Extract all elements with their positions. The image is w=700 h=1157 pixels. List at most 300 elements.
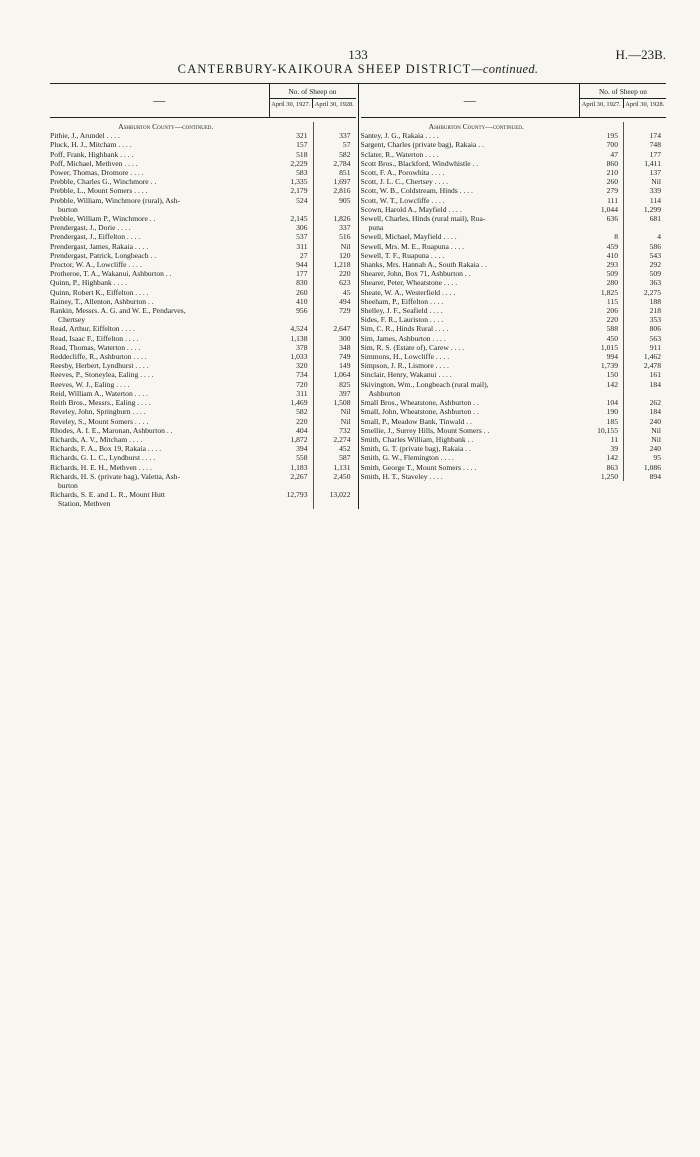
sheep-1927: 1,250 xyxy=(600,471,618,481)
sheep-1927: 956 xyxy=(296,306,308,316)
sheep-1928: 184 xyxy=(623,407,666,416)
owner-name: Poff, Frank, Highbank . . . . xyxy=(50,149,134,159)
owner-name: Prebble, William P., Winchmore . . xyxy=(50,214,156,224)
owner-name: Scott Bros., Blackford, Windwhistle . . xyxy=(360,158,479,168)
owner-name: burton xyxy=(58,480,78,490)
sheep-1927: 4,524 xyxy=(290,324,308,334)
owner-name: Reveley, S., Mount Somers . . . . xyxy=(50,416,149,426)
sheep-1927: 2,145 xyxy=(290,214,308,224)
sheep-1927: 185 xyxy=(606,416,618,426)
sheep-1927: 588 xyxy=(606,324,618,334)
owner-name: Rankin, Messrs. A. G. and W. E., Pendarves, xyxy=(50,306,186,316)
sheep-1927: 220 xyxy=(296,416,308,426)
sheep-1928: Nil xyxy=(313,417,356,426)
table-row xyxy=(361,444,667,453)
owner-name: Shearer, John, Box 71, Ashburton . . xyxy=(360,269,471,279)
section-heading xyxy=(50,122,356,131)
sheep-1927: 863 xyxy=(606,462,618,472)
sheep-1928: 161 xyxy=(623,370,666,379)
table-row xyxy=(50,407,356,416)
table-row xyxy=(50,444,356,453)
sheep-1927 xyxy=(270,205,313,214)
owner-name: Reesby, Herbert, Lyndhurst . . . . xyxy=(50,361,149,371)
owner-name: Sheate, W. A., Westerfield . . . . xyxy=(360,287,456,297)
sheep-1928: 911 xyxy=(623,343,666,352)
table-row xyxy=(50,472,356,481)
table-row xyxy=(50,168,356,177)
sheep-1927: 994 xyxy=(606,352,618,362)
table-row xyxy=(361,269,667,278)
owner-name: Ashburton xyxy=(368,388,401,398)
owner-name: Chertsey xyxy=(58,315,85,325)
owner-name: Scott, W. T., Lowcliffe . . . . xyxy=(360,195,445,205)
table-row xyxy=(50,242,356,251)
sheep-1927: 1,183 xyxy=(290,462,308,472)
owner-name: puna xyxy=(368,223,384,233)
owner-name: Sclater, R., Waterton . . . . xyxy=(360,149,439,159)
owner-name: Smellie, J., Surrey Hills, Mount Somers . . xyxy=(360,425,490,435)
sheep-1928: 494 xyxy=(313,297,356,306)
sheep-1928 xyxy=(623,389,666,398)
sheep-1928: 120 xyxy=(313,251,356,260)
sheep-1927: 104 xyxy=(606,398,618,408)
table-row xyxy=(50,324,356,333)
owner-name: Sewell, Michael, Mayfield . . . . xyxy=(360,232,457,242)
table-row xyxy=(50,131,356,140)
column-divider xyxy=(358,84,359,509)
owner-name: burton xyxy=(58,204,78,214)
table-row xyxy=(361,150,667,159)
page-header xyxy=(50,0,666,62)
sheep-1927: 944 xyxy=(296,260,308,270)
sheep-1928: 1,299 xyxy=(623,205,666,214)
sheep-1928: 348 xyxy=(313,343,356,352)
sheep-1928: 353 xyxy=(623,315,666,324)
sheep-1928: Nil xyxy=(313,242,356,251)
table-row xyxy=(50,159,356,168)
sheep-1928 xyxy=(623,223,666,232)
table-row xyxy=(361,306,667,315)
sheep-1927: 177 xyxy=(296,269,308,279)
table-row xyxy=(50,260,356,269)
table-row xyxy=(361,278,667,287)
sheep-1927: 394 xyxy=(296,444,308,454)
table-row xyxy=(50,343,356,352)
sheep-1927: 720 xyxy=(296,379,308,389)
table-row xyxy=(50,389,356,398)
owner-name: Rhodes, A. I. E., Maronan, Ashburton . . xyxy=(50,425,173,435)
table-row xyxy=(361,334,667,343)
sheep-1928: 188 xyxy=(623,297,666,306)
sheep-1927: 1,335 xyxy=(290,177,308,187)
owner-name: Sheeham, P., Eiffelton . . . . xyxy=(360,296,444,306)
sheep-1928: 748 xyxy=(623,140,666,149)
owner-name: Pluck, H. J., Mitcham . . . . xyxy=(50,140,132,150)
table-row xyxy=(361,407,667,416)
owner-name: Prebble, Charles G., Winchmore . . xyxy=(50,177,157,187)
owner-name: Sim, James, Ashburton . . . . xyxy=(360,333,446,343)
sheep-1927: 450 xyxy=(606,333,618,343)
sheep-1928: 363 xyxy=(623,278,666,287)
owner-name: Sargent, Charles (private bag), Rakaia . . xyxy=(360,140,484,150)
table-row xyxy=(50,297,356,306)
sheep-1928: 1,131 xyxy=(313,463,356,472)
left-column-header xyxy=(50,84,356,118)
sheep-1928: 586 xyxy=(623,242,666,251)
sheep-1928: 2,816 xyxy=(313,186,356,195)
owner-name: Quinn, Robert K., Eiffelton . . . . xyxy=(50,287,149,297)
page-title xyxy=(50,62,666,77)
owner-name: Simmons, H., Lowcliffe . . . . xyxy=(360,352,450,362)
table-row xyxy=(50,223,356,232)
owner-name: Skivington, Wm., Longbeach (rural mail), xyxy=(360,379,489,389)
name-header: — xyxy=(153,92,166,107)
table-row xyxy=(50,435,356,444)
sheep-1927: 260 xyxy=(296,287,308,297)
table-row xyxy=(50,269,356,278)
sheep-1927: 280 xyxy=(606,278,618,288)
sheep-1928: 292 xyxy=(623,260,666,269)
owner-name: Sinclair, Henry, Wakanui . . . . xyxy=(360,370,452,380)
owner-name: Scott, F. A., Porowhita . . . . xyxy=(360,168,445,178)
table-row xyxy=(50,315,356,324)
owner-name: Shanks, Mrs. Hannah A., South Rakaia . . xyxy=(360,260,487,270)
owner-name: Read, Thomas, Waterton . . . . xyxy=(50,342,141,352)
sheep-1928: 1,086 xyxy=(623,463,666,472)
owner-name: Smith, Charles William, Highbank . . xyxy=(360,434,474,444)
sheep-1928: 1,064 xyxy=(313,370,356,379)
sheep-1928: 1,697 xyxy=(313,177,356,186)
sheep-1928: 587 xyxy=(313,453,356,462)
owner-name: Smith, H. T., Staveley . . . . xyxy=(360,471,443,481)
sheep-1927 xyxy=(580,223,623,232)
year-1928-header: April 30, 1928. xyxy=(623,99,667,108)
owner-name: Sewell, Mrs. M. E., Ruapuna . . . . xyxy=(360,241,465,251)
owner-name: Prebble, William, Winchmore (rural), Ash- xyxy=(50,195,181,205)
right-column-header xyxy=(361,84,667,118)
sheep-1928: 851 xyxy=(313,168,356,177)
sheep-1928: 516 xyxy=(313,232,356,241)
owner-name: Smith, G. W., Flemington . . . . xyxy=(360,453,454,463)
sheep-1928: 729 xyxy=(313,306,356,315)
sheep-1927: 518 xyxy=(296,149,308,159)
table-row xyxy=(50,278,356,287)
owner-name: Richards, F. A., Box 19, Rakaia . . . . xyxy=(50,444,162,454)
sheep-1927: 10,155 xyxy=(597,425,618,435)
table-row xyxy=(50,426,356,435)
sheep-1927: 2,229 xyxy=(290,158,308,168)
section-heading xyxy=(361,122,667,131)
table-row xyxy=(50,352,356,361)
owner-name: Protheroe, T. A., Wakanui, Ashburton . . xyxy=(50,269,172,279)
sheep-1928: 2,450 xyxy=(313,472,356,481)
table-row xyxy=(50,453,356,462)
sheep-1928 xyxy=(313,499,356,508)
sheep-1927 xyxy=(580,122,623,131)
sheep-1927: 860 xyxy=(606,158,618,168)
sheep-1928: 1,218 xyxy=(313,260,356,269)
table-row xyxy=(361,435,667,444)
sheep-1927: 2,267 xyxy=(290,471,308,481)
sheep-count-header xyxy=(579,84,666,117)
owner-name: Sewell, T. F., Ruapuna . . . . xyxy=(360,250,445,260)
sheep-1927: 734 xyxy=(296,370,308,380)
sheep-1928: 114 xyxy=(623,196,666,205)
sheep-1928: 2,275 xyxy=(623,288,666,297)
owner-name: Ashburton County—continued. xyxy=(428,122,524,131)
table-row xyxy=(50,463,356,472)
sheep-1928: 240 xyxy=(623,417,666,426)
sheep-1928: 177 xyxy=(623,150,666,159)
page-number: 133 xyxy=(348,47,368,62)
owner-name: Small Bros., Wheatstone, Ashburton . . xyxy=(360,398,479,408)
sheep-1927: 195 xyxy=(606,131,618,141)
sheep-1927: 558 xyxy=(296,453,308,463)
sheep-1927: 8 xyxy=(614,232,618,242)
table-row xyxy=(361,398,667,407)
owner-name: Reid, William A., Waterton . . . . xyxy=(50,388,148,398)
sheep-1928 xyxy=(623,122,666,131)
table-row xyxy=(361,361,667,370)
owner-name: Sim, C. R., Hinds Rural . . . . xyxy=(360,324,449,334)
sheep-1928: 582 xyxy=(313,150,356,159)
table-row xyxy=(50,334,356,343)
table-row xyxy=(50,380,356,389)
table-row xyxy=(50,288,356,297)
table-row xyxy=(361,380,667,389)
left-rows xyxy=(50,118,356,509)
sheep-1928: 681 xyxy=(623,214,666,223)
sheep-1927: 320 xyxy=(296,361,308,371)
sheep-1928: Nil xyxy=(623,435,666,444)
table-row xyxy=(50,196,356,205)
year-1928-header: April 30, 1928. xyxy=(312,99,356,108)
sheep-1927: 11 xyxy=(610,434,618,444)
owner-name: Smith, George T., Mount Somers . . . . xyxy=(360,462,477,472)
sheep-1928: 543 xyxy=(623,251,666,260)
sheep-1927: 306 xyxy=(296,223,308,233)
sheep-1927: 115 xyxy=(606,296,618,306)
owner-name: Richards, H. S. (private bag), Valetta, Ash- xyxy=(50,471,180,481)
table-row xyxy=(50,481,356,490)
sheep-1928: 894 xyxy=(623,472,666,481)
table-row xyxy=(361,324,667,333)
sheep-1928: 749 xyxy=(313,352,356,361)
sheep-1927: 509 xyxy=(606,269,618,279)
owner-name: Shearer, Peter, Wheatstone . . . . xyxy=(360,278,458,288)
sheep-1928: 218 xyxy=(623,306,666,315)
sheep-1928: 149 xyxy=(313,361,356,370)
sheep-1928: 337 xyxy=(313,223,356,232)
sheep-1928: Nil xyxy=(623,177,666,186)
sheep-1927: 1,015 xyxy=(600,342,618,352)
owner-name: Proctor, W. A., Lowcliffe . . . . xyxy=(50,260,142,270)
table-row xyxy=(361,168,667,177)
table-row xyxy=(361,159,667,168)
sheep-1928: 397 xyxy=(313,389,356,398)
table-row xyxy=(361,352,667,361)
sheep-1927: 700 xyxy=(606,140,618,150)
sheep-1927: 150 xyxy=(606,370,618,380)
sheep-1927: 157 xyxy=(296,140,308,150)
table-row xyxy=(50,370,356,379)
sheep-1928: 184 xyxy=(623,380,666,389)
sheep-1928: 825 xyxy=(313,380,356,389)
sheep-1928: 806 xyxy=(623,324,666,333)
table-row xyxy=(361,343,667,352)
sheep-1928: 452 xyxy=(313,444,356,453)
sheep-1928: 337 xyxy=(313,131,356,140)
group-label: No. of Sheep on xyxy=(580,84,666,99)
sheep-1928: 262 xyxy=(623,398,666,407)
sheep-1928: Nil xyxy=(313,407,356,416)
table-row xyxy=(361,417,667,426)
table-row xyxy=(50,490,356,499)
sheep-1927: 1,872 xyxy=(290,434,308,444)
owner-name: Scown, Harold A., Mayfield . . . . xyxy=(360,204,462,214)
owner-name: Read, Isaac F., Eiffelton . . . . xyxy=(50,333,139,343)
owner-name: Reeves, W. J., Ealing . . . . xyxy=(50,379,130,389)
sheep-1928: 905 xyxy=(313,196,356,205)
table-row xyxy=(50,186,356,195)
owner-name: Simpson, J. R., Lismore . . . . xyxy=(360,361,449,371)
owner-name: Reith Bros., Messrs., Ealing . . . . xyxy=(50,398,151,408)
sheep-1928: 339 xyxy=(623,186,666,195)
sheep-1927 xyxy=(270,499,313,508)
table-row xyxy=(50,140,356,149)
title-suffix: —continued. xyxy=(471,62,539,76)
sheep-1927: 830 xyxy=(296,278,308,288)
table-row xyxy=(361,232,667,241)
sheep-1927: 537 xyxy=(296,232,308,242)
owner-name: Prendergast, J., Dorie . . . . xyxy=(50,223,131,233)
sheep-1927 xyxy=(270,122,313,131)
sheep-1927: 378 xyxy=(296,342,308,352)
sheep-1927: 1,825 xyxy=(600,287,618,297)
sheep-1928 xyxy=(313,205,356,214)
table-row xyxy=(361,315,667,324)
sheep-1928: 732 xyxy=(313,426,356,435)
sheep-1927 xyxy=(270,315,313,324)
sheep-1928: 2,784 xyxy=(313,159,356,168)
owner-name: Rainey, T., Allenton, Ashburton . . xyxy=(50,296,154,306)
table-row xyxy=(361,453,667,462)
table-row xyxy=(361,196,667,205)
owner-name: Reeves, P., Stoneylea, Ealing . . . . xyxy=(50,370,154,380)
owner-name: Shelley, J. F., Seafield . . . . xyxy=(360,306,443,316)
sheep-1928 xyxy=(313,315,356,324)
table-row xyxy=(361,288,667,297)
group-label: No. of Sheep on xyxy=(270,84,356,99)
sheep-1927: 111 xyxy=(607,195,618,205)
sheep-1928 xyxy=(313,122,356,131)
owner-name: Prendergast, James, Rakaia . . . . xyxy=(50,241,149,251)
sheep-1927: 311 xyxy=(296,388,308,398)
sheep-1928: 1,411 xyxy=(623,159,666,168)
sheep-1928: 1,462 xyxy=(623,352,666,361)
owner-name: Ashburton County—continued. xyxy=(118,122,214,131)
owner-name: Power, Thomas, Dromore . . . . xyxy=(50,168,144,178)
sheep-1928: 57 xyxy=(313,140,356,149)
table-row xyxy=(361,223,667,232)
sheep-1927 xyxy=(580,389,623,398)
owner-name: Station, Methven xyxy=(58,499,111,509)
table-row xyxy=(50,361,356,370)
table-row xyxy=(361,370,667,379)
sheep-1928: 623 xyxy=(313,278,356,287)
sheep-1928: 300 xyxy=(313,334,356,343)
sheep-count-header xyxy=(269,84,356,117)
sheep-1927: 260 xyxy=(606,177,618,187)
sheep-1928 xyxy=(313,481,356,490)
sheep-1927: 190 xyxy=(606,407,618,417)
sheep-1927: 410 xyxy=(296,296,308,306)
title-main: CANTERBURY-KAIKOURA SHEEP DISTRICT xyxy=(177,62,472,76)
sheep-1927: 210 xyxy=(606,168,618,178)
sheep-1928: 95 xyxy=(623,453,666,462)
owner-name: Sewell, Charles, Hinds (rural mail), Rua- xyxy=(360,214,486,224)
owner-name: Scott, W. B., Coldstream, Hinds . . . . xyxy=(360,186,473,196)
owner-name: Poff, Michael, Methven . . . . xyxy=(50,158,138,168)
table-row xyxy=(50,306,356,315)
owner-name: Reddecliffe, R., Ashburton . . . . xyxy=(50,352,147,362)
sheep-1927: 1,739 xyxy=(600,361,618,371)
table-row xyxy=(361,131,667,140)
owner-name: Sides, F. R., Lauriston . . . . xyxy=(360,315,444,325)
sheep-1927: 2,179 xyxy=(290,186,308,196)
sheep-1928: 2,274 xyxy=(313,435,356,444)
table-row xyxy=(50,398,356,407)
owner-name: Santey, J. G., Rakaia . . . . xyxy=(360,131,439,141)
owner-name: Sim, R. S. (Estate of), Carew . . . . xyxy=(360,342,465,352)
table-row xyxy=(361,472,667,481)
sheep-1928: 1,826 xyxy=(313,214,356,223)
table-row xyxy=(361,260,667,269)
sheep-1927: 524 xyxy=(296,195,308,205)
owner-name: Prendergast, J., Eiffelton . . . . xyxy=(50,232,141,242)
sheep-1927: 636 xyxy=(606,214,618,224)
right-rows xyxy=(361,118,667,481)
sheep-1928: 2,647 xyxy=(313,324,356,333)
document-reference: H.—23B. xyxy=(615,47,666,62)
table-row xyxy=(361,140,667,149)
sheep-1927: 459 xyxy=(606,241,618,251)
owner-name: Richards, A. V., Mitcham . . . . xyxy=(50,434,143,444)
table-row xyxy=(361,186,667,195)
sheep-1927: 47 xyxy=(610,149,618,159)
sheep-1928: 509 xyxy=(623,269,666,278)
owner-name: Smith, G. T. (private bag), Rakaia . . xyxy=(360,444,471,454)
sheep-1927: 1,044 xyxy=(600,204,618,214)
table-row xyxy=(361,205,667,214)
sheep-1927: 142 xyxy=(606,379,618,389)
owner-name: Richards, H. E. H., Methven . . . . xyxy=(50,462,152,472)
name-header: — xyxy=(463,92,476,107)
table-row xyxy=(361,177,667,186)
table-row xyxy=(361,426,667,435)
owner-name: Prebble, L., Mount Somers . . . . xyxy=(50,186,148,196)
sheep-1927: 321 xyxy=(296,131,308,141)
sheep-1927: 39 xyxy=(610,444,618,454)
sheep-1927: 1,138 xyxy=(290,333,308,343)
owner-name: Richards, S. E. and L. R., Mount Hutt xyxy=(50,490,165,500)
sheep-1927: 1,469 xyxy=(290,398,308,408)
sheep-1927: 582 xyxy=(296,407,308,417)
sheep-1927: 220 xyxy=(606,315,618,325)
sheep-1927: 293 xyxy=(606,260,618,270)
right-column xyxy=(361,84,667,509)
sheep-1928: 174 xyxy=(623,131,666,140)
